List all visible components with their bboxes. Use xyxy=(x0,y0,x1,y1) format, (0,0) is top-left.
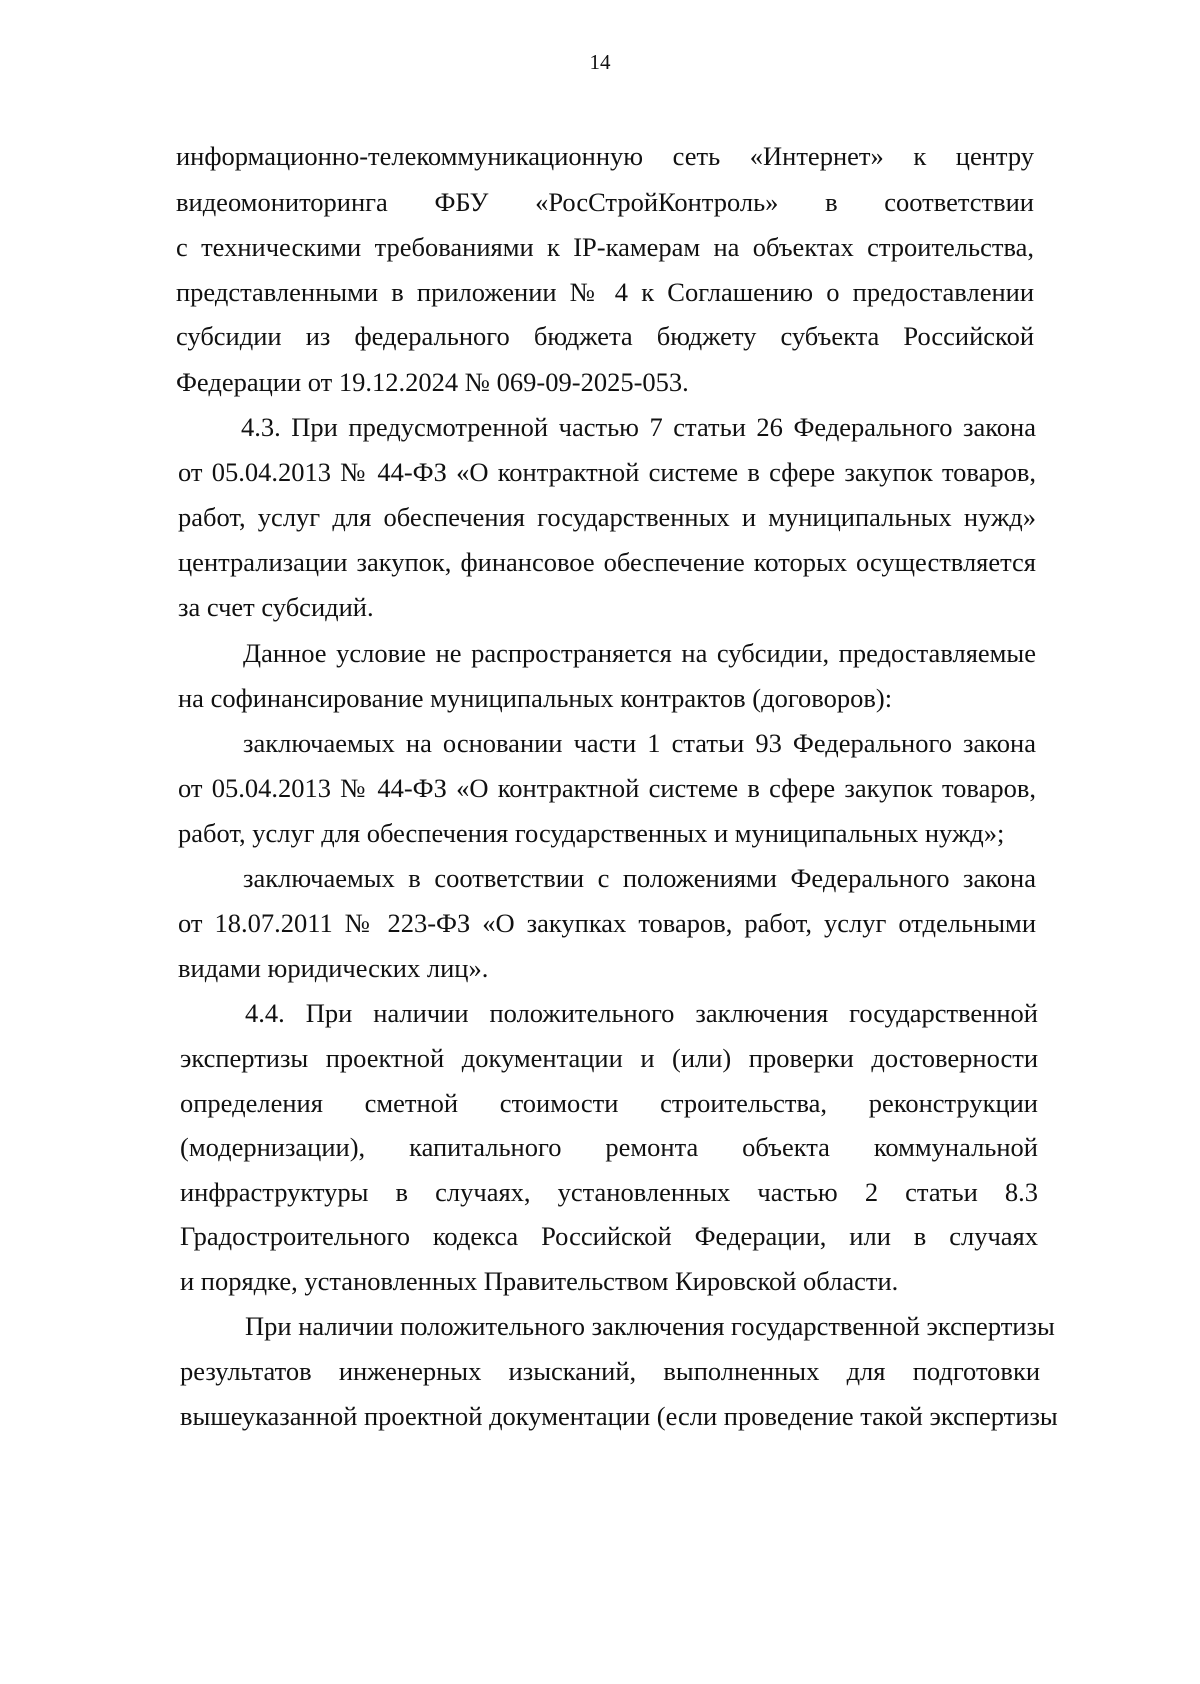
text-line: заключаемых на основании части 1 статьи 93 Федерального закона xyxy=(243,728,1036,758)
text-line: с техническими требованиями к IP-камерам на объектах строительства, xyxy=(176,232,1034,262)
text-line: централизации закупок, финансовое обеспечение которых осуществляется xyxy=(178,547,1036,577)
text-line: информационно-телекоммуникационную сеть «Интернет» к центру xyxy=(176,141,1034,171)
text-line: экспертизы проектной документации и (или) проверки достоверности xyxy=(180,1043,1038,1073)
text-line: работ, услуг для обеспечения государственных и муниципальных нужд»; xyxy=(178,818,1005,848)
text-line: от 05.04.2013 № 44-ФЗ «О контрактной системе в сфере закупок товаров, xyxy=(178,773,1036,803)
text-line: 4.4. При наличии положительного заключения государственной xyxy=(245,998,1038,1028)
text-line: работ, услуг для обеспечения государственных и муниципальных нужд» xyxy=(178,502,1036,532)
text-line: субсидии из федерального бюджета бюджету субъекта Российской xyxy=(176,321,1034,351)
text-line: от 05.04.2013 № 44-ФЗ «О контрактной системе в сфере закупок товаров, xyxy=(178,457,1036,487)
text-line: результатов инженерных изысканий, выполненных для подготовки xyxy=(180,1356,1040,1386)
text-line: вышеуказанной проектной документации (если проведение такой экспертизы xyxy=(180,1401,1058,1431)
text-line: видами юридических лиц». xyxy=(178,953,489,983)
text-line: При наличии положительного заключения государственной экспертизы xyxy=(245,1311,1055,1341)
page-number: 14 xyxy=(589,50,611,74)
text-line: и порядке, установленных Правительством Кировской области. xyxy=(180,1266,899,1296)
text-line: заключаемых в соответствии с положениями Федерального закона xyxy=(243,863,1036,893)
text-line: определения сметной стоимости строительства, реконструкции xyxy=(180,1088,1038,1118)
text-line: видеомониторинга ФБУ «РосСтройКонтроль» в соответствии xyxy=(176,187,1034,217)
text-line: Градостроительного кодекса Российской Федерации, или в случаях xyxy=(180,1221,1038,1251)
text-line: инфраструктуры в случаях, установленных частью 2 статьи 8.3 xyxy=(180,1177,1038,1207)
text-line: от 18.07.2011 № 223-ФЗ «О закупках товаров, работ, услуг отдельными xyxy=(178,908,1036,938)
text-line: на софинансирование муниципальных контрактов (договоров): xyxy=(178,683,893,713)
text-line: Федерации от 19.12.2024 № 069-09-2025-053. xyxy=(176,367,689,397)
text-line: (модернизации), капитального ремонта объекта коммунальной xyxy=(180,1132,1038,1162)
text-line: Данное условие не распространяется на субсидии, предоставляемые xyxy=(243,638,1036,668)
text-line: 4.3. При предусмотренной частью 7 статьи 26 Федерального закона xyxy=(241,412,1036,442)
text-line: за счет субсидий. xyxy=(178,592,374,622)
text-line: представленными в приложении № 4 к Соглашению о предоставлении xyxy=(176,277,1034,307)
